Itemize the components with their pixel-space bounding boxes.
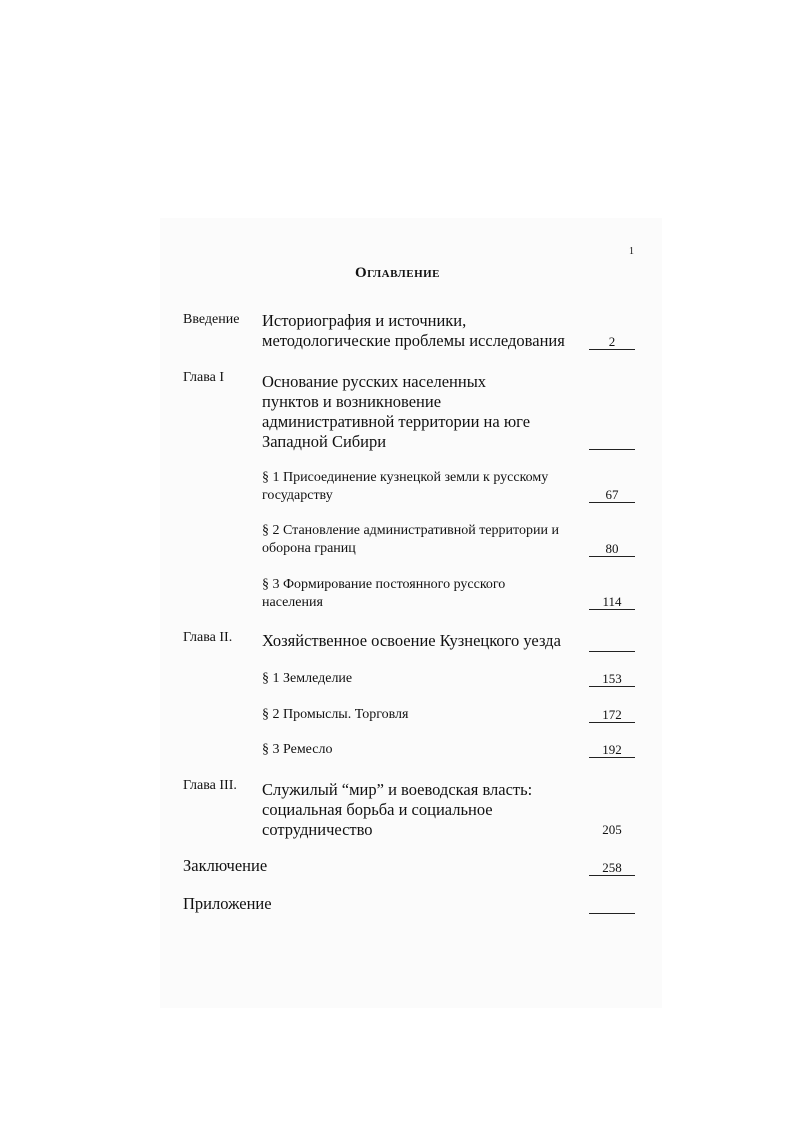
section-line: § 1 Земледелие xyxy=(262,671,353,686)
section-line: § 1 Присоединение кузнецкой земли к русскому xyxy=(262,470,549,485)
section-line: населения xyxy=(262,595,323,610)
chapter3-page-number: 205 xyxy=(602,822,622,837)
section-line: § 3 Ремесло xyxy=(262,742,333,757)
chapter1-title xyxy=(262,372,530,452)
intro-title-line: Историография и источники, xyxy=(262,311,467,330)
section-line: § 2 Промыслы. Торговля xyxy=(262,707,409,722)
chapter1-title-line: административной территории на юге xyxy=(262,412,531,431)
chapter2-title xyxy=(262,631,561,651)
chapter2-page-number xyxy=(589,636,635,652)
chapter1-section-2 xyxy=(262,522,559,558)
conclusion-page-number: 258 xyxy=(589,860,635,876)
chapter1-title-line: Основание русских населенных xyxy=(262,372,487,391)
section-line: оборона границ xyxy=(262,541,356,556)
chapter3-title xyxy=(262,780,532,840)
intro-title xyxy=(262,311,565,351)
chapter1-section-2-page: 80 xyxy=(589,541,635,557)
chapter3-title-line: Служилый “мир” и воеводская власть: xyxy=(262,780,533,799)
chapter1-page-number xyxy=(589,434,635,450)
chapter1-section-1-page: 67 xyxy=(589,487,635,503)
chapter1-section-1 xyxy=(262,469,548,505)
chapter2-label: Глава II. xyxy=(183,630,233,645)
chapter2-section-2-page: 172 xyxy=(589,707,635,723)
chapter1-label: Глава I xyxy=(183,370,225,385)
chapter1-section-3 xyxy=(262,576,505,612)
intro-label: Введение xyxy=(183,312,240,327)
chapter3-title-line: сотрудничество xyxy=(262,820,373,839)
chapter1-title-line: Западной Сибири xyxy=(262,432,387,451)
chapter2-section-3 xyxy=(262,741,332,759)
chapter1-title-line: пунктов и возникновение xyxy=(262,392,442,411)
page-title: Оглавление xyxy=(354,265,441,281)
chapter2-section-1-page: 153 xyxy=(589,671,635,687)
appendix-label: Приложение xyxy=(183,894,272,913)
chapter2-section-2 xyxy=(262,706,408,724)
conclusion-label: Заключение xyxy=(183,856,268,875)
intro-page-number: 2 xyxy=(589,334,635,350)
chapter1-section-3-page: 114 xyxy=(589,594,635,610)
chapter3-label: Глава III. xyxy=(183,778,237,793)
section-line: § 2 Становление административной территории и xyxy=(262,523,559,538)
chapter2-title-line: Хозяйственное освоение Кузнецкого уезда xyxy=(262,631,561,650)
section-line: государству xyxy=(262,488,333,503)
page-marker: 1 xyxy=(629,246,634,257)
intro-title-line: методологические проблемы исследования xyxy=(262,331,565,350)
appendix-page-number xyxy=(589,898,635,914)
chapter2-section-3-page: 192 xyxy=(589,742,635,758)
chapter2-section-1 xyxy=(262,670,352,688)
section-line: § 3 Формирование постоянного русского xyxy=(262,577,506,592)
chapter3-title-line: социальная борьба и социальное xyxy=(262,800,493,819)
